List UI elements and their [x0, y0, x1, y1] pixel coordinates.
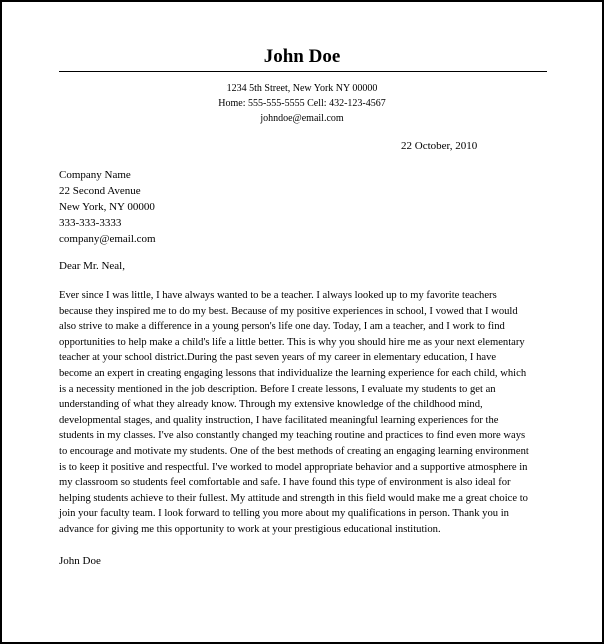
body-line: advance for giving me this opportunity to work at your prestigious educational institution.: [59, 523, 441, 535]
body-line: students in my classes. I've also constantly changed my teaching routine and practices to find even more ways: [59, 430, 526, 442]
body-line: opportunities to help make a child's life a little better. This is why you should hire me as your next elementary: [59, 336, 525, 348]
body-line: become an expert in creating engaging lessons that individualize the learning experience for each child, which: [59, 367, 527, 379]
body-line: my classroom so students feel comfortable and safe. I have found this type of environment is also ideal for: [59, 477, 511, 489]
recipient-city: New York, NY 00000: [59, 201, 155, 213]
body-line: is to keep it positive and respectful. I've worked to model appropriate behavior and a supportive atmosphere in: [59, 461, 528, 473]
body-line: teacher at your school district.During the past seven years of my career in elementary education, I have: [59, 352, 497, 364]
body-line: to encourage and motivate my students. One of the best methods of creating an engaging learning environment: [59, 445, 529, 457]
sender-name: John Doe: [263, 46, 341, 67]
header-divider: [59, 71, 547, 72]
body-line: also strive to make a difference in a young person's life one day. Today, I am a teacher, and I work to find: [59, 321, 505, 333]
sender-address: 1234 5th Street, New York NY 00000: [226, 83, 378, 94]
recipient-company: Company Name: [59, 169, 131, 181]
salutation: Dear Mr. Neal,: [59, 260, 125, 272]
letter-date: 22 October, 2010: [401, 140, 478, 152]
letter-body: [59, 288, 549, 538]
closing-signature: John Doe: [59, 555, 101, 567]
body-line: developmental stages, and quality instruction, I have facilitated meaningful learning experiences for the: [59, 414, 499, 426]
recipient-block: [59, 167, 156, 247]
recipient-street: 22 Second Avenue: [59, 185, 141, 197]
recipient-email: company@email.com: [59, 233, 156, 245]
sender-phones: Home: 555-555-5555 Cell: 432-123-4567: [218, 98, 386, 109]
recipient-phone: 333-333-3333: [59, 217, 122, 229]
sender-email: johndoe@email.com: [260, 113, 344, 124]
body-line: because they inspired me to do my best. Because of my positive experiences in school, I vowed that I would: [59, 305, 518, 317]
body-line: is a necessity mentioned in the job description. Before I create lessons, I evaluate my students to get an: [59, 383, 496, 395]
body-line: Ever since I was little, I have always wanted to be a teacher. I always looked up to my favorite teachers: [59, 290, 497, 301]
sender-contact: [2, 81, 602, 126]
body-line: understanding of what they already know. Through my extensive knowledge of the childhood mind,: [59, 399, 483, 411]
body-line: join your faculty team. I look forward to telling you more about my qualifications in person. Thank you in: [59, 508, 509, 520]
body-line: helping students achieve to their fullest. My attitude and strength in this field would make me a great choice to: [59, 492, 528, 504]
